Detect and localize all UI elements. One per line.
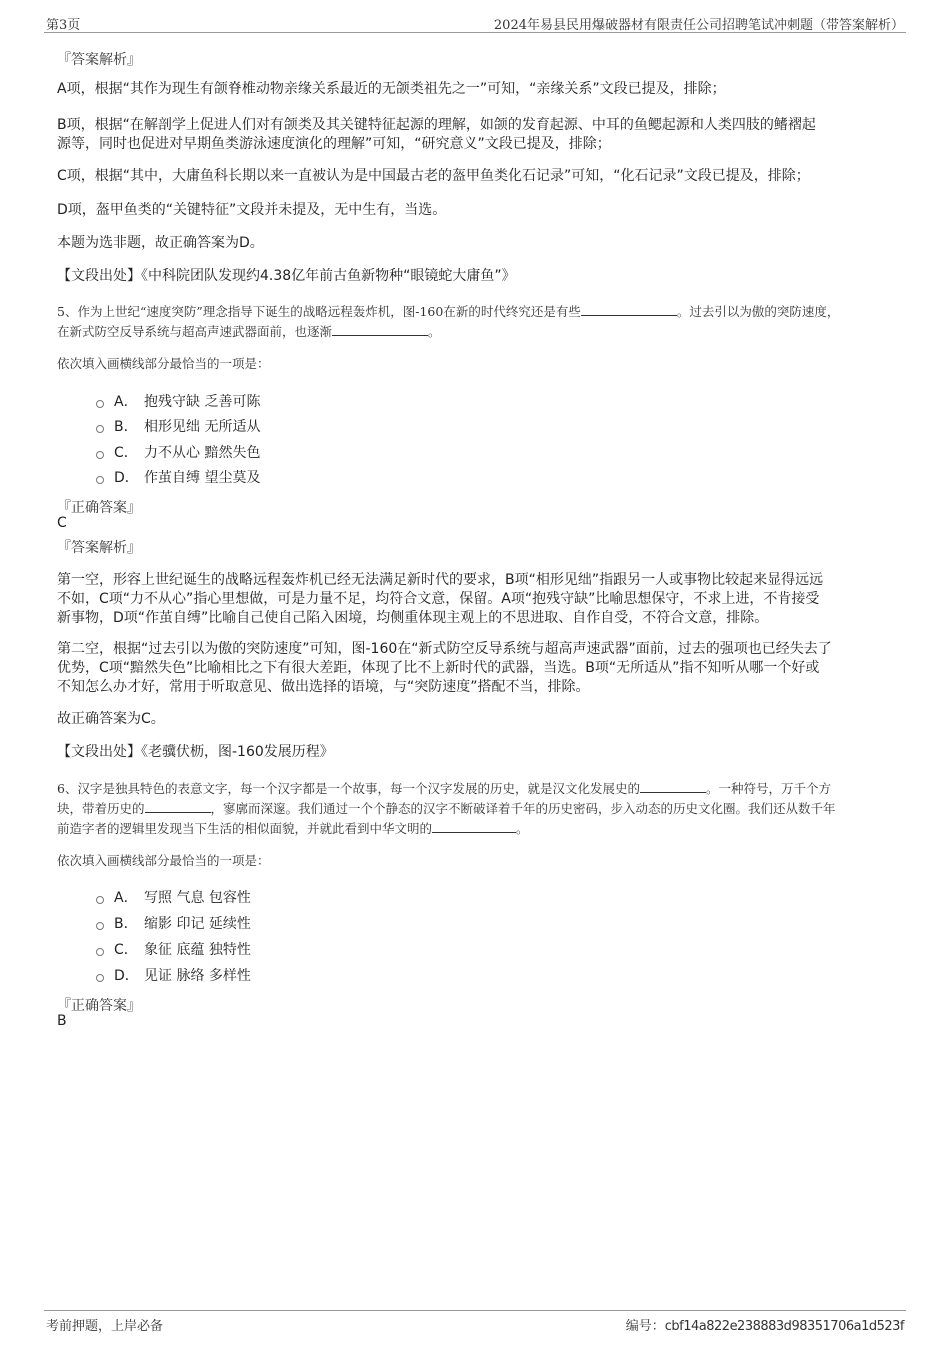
question-5-prompt: 依次填入画横线部分最恰当的一项是：	[57, 356, 270, 371]
question-5-stem	[57, 302, 893, 342]
question-5-option-b[interactable]: B． 相形见绌 无所适从	[96, 416, 260, 436]
question-6-option-b[interactable]: B． 缩影 印记 延续性	[96, 913, 251, 933]
radio-button[interactable]	[96, 974, 104, 982]
analysis-b-line2: 源等，同时也促进对早期鱼类游泳速度演化的理解”可知，“研究意义”文段已提及，排除；	[57, 136, 611, 152]
radio-button[interactable]	[96, 400, 104, 408]
radio-button[interactable]	[96, 896, 104, 904]
analysis-b	[57, 116, 893, 154]
question-5-option-c[interactable]: C． 力不从心 黯然失色	[96, 442, 260, 462]
analysis-conclusion: 本题为选非题，故正确答案为D。	[57, 235, 264, 251]
page-footer	[44, 1310, 906, 1335]
document-title: 2024年易县民用爆破器材有限责任公司招聘笔试冲刺题（带答案解析）	[493, 18, 904, 33]
answer-blank	[145, 800, 211, 813]
analysis-c: C项，根据“其中，大庸鱼科长期以来一直被认为是中国最古老的盔甲鱼类化石记录”可知，“化石记录”文段已提及，排除；	[57, 168, 810, 184]
question-6-stem: 6、汉字是独具特色的表意文字，每一个汉字都是一个故事，每一个汉字发展的历史，就是汉文化发展史的 。一种符号，万千个方 块，带着历史的 ，寥廓而深邃。我们通过一个个静态的汉字不断破译着千年的历史密码，步入动态的历史文化圈。我们还从数千年 前造字者的逻辑里发现当下生活的相似面貌，并就此看到中华文明的 。	[57, 781, 836, 836]
footer-slogan: 考前押题，上岸必备	[46, 1319, 164, 1334]
source-citation-1: 【文段出处】《中科院团队发现约4.38亿年前古鱼新物种“眼镜蛇大庸鱼”》	[57, 268, 516, 284]
correct-answer-6: B	[57, 1013, 67, 1029]
answer-blank	[581, 303, 677, 316]
answer-blank	[332, 323, 428, 336]
analysis-5-para2: 第二空，根据“过去引以为傲的突防速度”可知，图-160在“新式防空反导系统与超高声速武器”面前，过去的强项也已经失去了 优势，C项“黯然失色”比喻相比之下有很大差距，体现了比不上新时代的武器，当选。B项“无所适从”指不知听从哪一个好或 不知怎么办才好，常用于听取意见、做出选择的语境，与“突防速度”搭配不当，排除。	[57, 641, 832, 695]
answer-blank	[432, 820, 516, 833]
radio-button[interactable]	[96, 948, 104, 956]
analysis-5-conclusion: 故正确答案为C。	[57, 711, 165, 727]
correct-answer-label-5: 『正确答案』	[57, 500, 141, 516]
question-6-option-c[interactable]: C． 象征 底蕴 独特性	[96, 939, 251, 959]
document-code: 编号：cbf14a822e238883d98351706a1d523f	[625, 1319, 904, 1334]
radio-button[interactable]	[96, 451, 104, 459]
page-header	[44, 12, 906, 33]
question-5-text-part1: 5、作为上世纪“速度突防”理念指导下诞生的战略远程轰炸机，图-160在新的时代终究还是有些	[57, 304, 581, 319]
question-5-option-d[interactable]: D． 作茧自缚 望尘莫及	[96, 467, 260, 487]
analysis-5-para1: 第一空，形容上世纪诞生的战略远程轰炸机已经无法满足新时代的要求，B项“相形见绌”指跟另一人或事物比较起来显得远远 不如，C项“力不从心”指心里想做，可是力量不足，均符合文意，保留。A项“抱残守缺”比喻思想保守，不求上进，不肯接受 新事物，D项“作茧自缚”比喻自己使自己陷入困境，均侧重体现主观上的不思进取、自作自受，不符合文意，排除。	[57, 572, 824, 626]
source-citation-5: 【文段出处】《老骥伏枥，图-160发展历程》	[57, 744, 334, 760]
radio-button[interactable]	[96, 476, 104, 484]
page-number: 第3页	[46, 18, 81, 33]
question-5-option-a[interactable]: A． 抱残守缺 乏善可陈	[96, 391, 260, 411]
correct-answer-label-6: 『正确答案』	[57, 998, 141, 1014]
radio-button[interactable]	[96, 425, 104, 433]
analysis-label-5: 『答案解析』	[57, 540, 141, 556]
question-5-text-part2: 。过去引以为傲的突防速度，	[676, 304, 840, 319]
question-5-text-part4: 。	[428, 324, 441, 339]
analysis-label-1: 『答案解析』	[57, 52, 141, 68]
answer-blank	[640, 780, 706, 793]
question-6-option-a[interactable]: A． 写照 气息 包容性	[96, 887, 251, 907]
question-6-prompt: 依次填入画横线部分最恰当的一项是：	[57, 853, 270, 868]
radio-button[interactable]	[96, 922, 104, 930]
question-6-option-d[interactable]: D． 见证 脉络 多样性	[96, 965, 251, 985]
correct-answer-5: C	[57, 515, 67, 531]
analysis-a: A项，根据“其作为现生有颌脊椎动物亲缘关系最近的无颌类祖先之一”可知，“亲缘关系”文段已提及，排除；	[57, 81, 726, 97]
question-5-text-part3: 在新式防空反导系统与超高声速武器面前，也逐渐	[57, 324, 333, 339]
analysis-b-line1: B项，根据“在解剖学上促进人们对有颌类及其关键特征起源的理解，如颌的发育起源、中耳的鱼鳃起源和人类四肢的鳍褶起	[57, 117, 816, 133]
analysis-d: D项，盔甲鱼类的“关键特征”文段并未提及，无中生有，当选。	[57, 202, 447, 218]
